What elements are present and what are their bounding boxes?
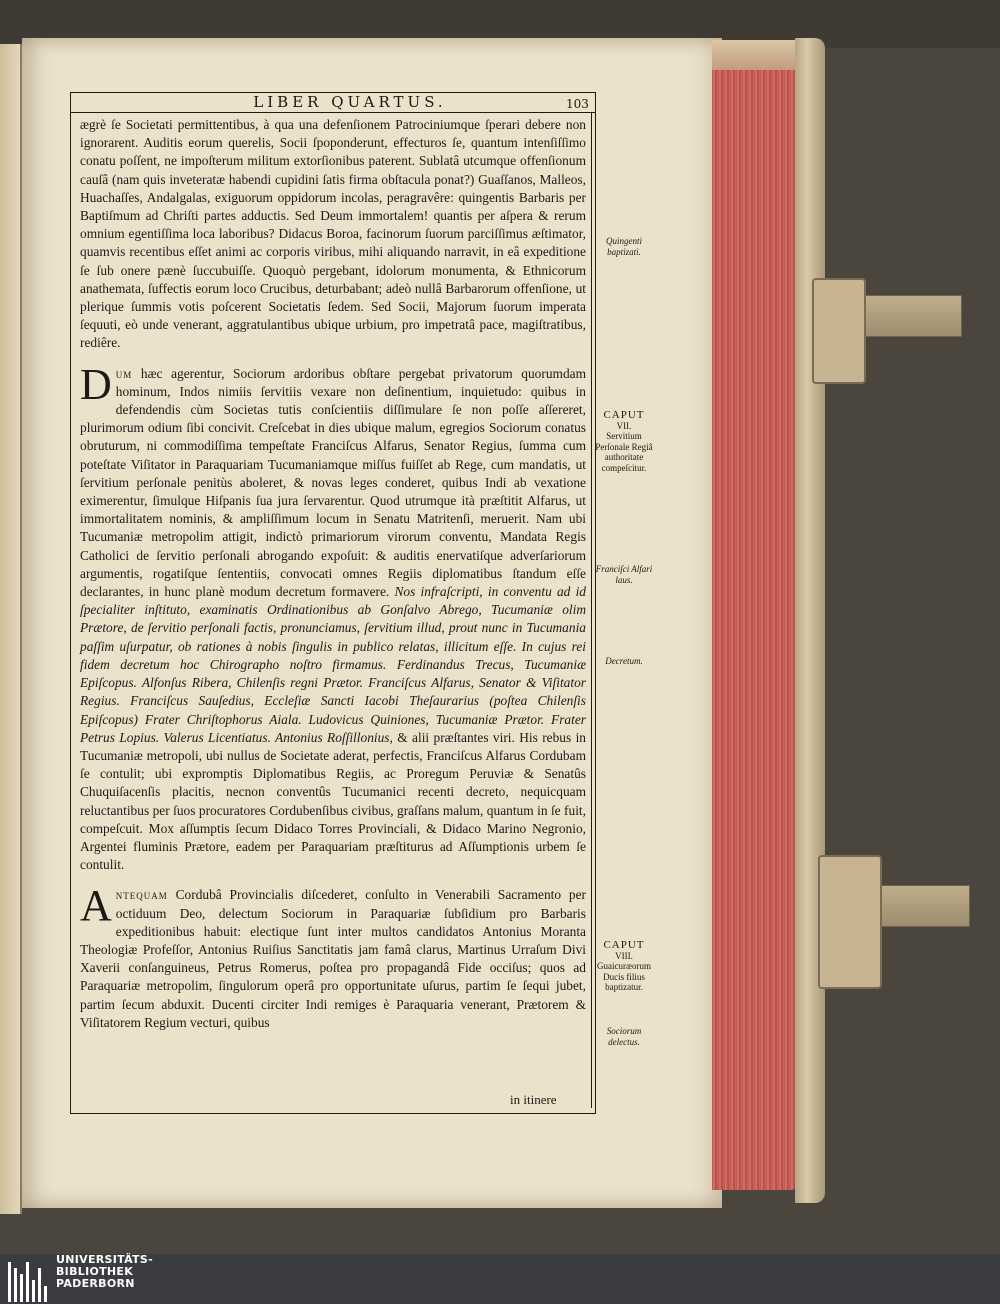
margin-note-baptizati: Quingenti baptizati. bbox=[606, 236, 642, 257]
left-page-edge bbox=[0, 44, 22, 1214]
drop-capital-d: D bbox=[80, 359, 112, 409]
page-number: 103 bbox=[566, 97, 589, 111]
caput-viii-label: CAPUT bbox=[603, 939, 645, 951]
library-name-line-1: UNIVERSITÄTS- bbox=[56, 1253, 153, 1266]
book-cover-edge bbox=[795, 38, 825, 1203]
library-name bbox=[56, 1254, 153, 1290]
caput-viii-number: VIII. bbox=[615, 950, 633, 961]
caput-vii-number: VII. bbox=[616, 420, 632, 431]
caput-vii-label: CAPUT bbox=[603, 409, 645, 421]
margin-note-sociorum-delectus: Sociorum delectus. bbox=[606, 1026, 642, 1047]
paragraph-3-opening: ntequam bbox=[115, 887, 168, 903]
page-edge-top bbox=[712, 40, 797, 70]
library-name-line-2: BIBLIOTHEK bbox=[56, 1265, 134, 1278]
paragraph-2 bbox=[80, 359, 586, 875]
lower-clasp-hinge bbox=[818, 855, 882, 989]
paragraph-3 bbox=[80, 881, 586, 1032]
caput-vii-summary: Servitium Perſonale Regiâ authoritate compeſcitur. bbox=[595, 431, 653, 473]
library-logo-icon bbox=[8, 1258, 52, 1302]
catchword: in itinere bbox=[510, 1092, 557, 1107]
paragraph-3-text: Cordubâ Provincialis diſcederet, conſulto in Venerabili Sacramento per octiduum Deo, delectum Sociorum in Paraquariæ ſubſidium pro Barbaris expeditionibus habuit: electique ſunt inter multos candidatos Antonius Moranta Theologiæ Profeſſor, Antonius Ruiſius Sanctitatis jam famâ clarus, Martinus Urraſum Divi Xaverii conſanguineus, Petrus Romerus, poſtea pro propagandâ Fide occiſus; quos ad Paraquariæ metropolim, ſingulorum operâ pro opportunitate uſurus, partim ſe ſequi jubet, partim ſecum abduxit. Ducenti circiter Indi remiges è Paraquaria venerant, Prætorem & Viſitatorem Regium vecturi, quibus bbox=[80, 887, 586, 1030]
red-page-edges bbox=[712, 40, 797, 1190]
margin-note-caput-vii bbox=[594, 410, 654, 473]
running-head: LIBER QUARTUS. bbox=[253, 93, 447, 111]
upper-clasp-hinge bbox=[812, 278, 866, 384]
paragraph-2-end: & alii præſtantes viri. His rebus in Tucumaniæ metropoli, ubi nullus de Societate aderat, perfectis, Franciſcus Alfarus Cordubam ſe contulit; ubi expromptis Diplomatibus Regiis, ac Proregum Peruviæ & Senatûs Chuquiſacenſis placitis, necnon conventûs Tucumanici recenti decreto, nequicquam reluctantibus per ſuos procuratores Cordubenſibus civibus, graſſans malum, quantum in ſe fuit, compeſcuit. Mox aſſumptis ſecum Didaco Torres Provinciali, & Didaco Marino Negronio, Argentei fluminis Prætore, eadem per Paraquariam præſtiturus ad Aſſumptionis urbem ſe contulit. bbox=[80, 729, 586, 873]
paragraph-2-opening: um bbox=[115, 365, 133, 381]
margin-rule bbox=[591, 112, 592, 1108]
paragraph-2-text: hæc agerentur, Sociorum ardoribus obſtare pergebat privatorum quorumdam hominum, Indos nimiis ſervitiis vexare non deſinentium, inquietudo: quibus in defendendis cùm Societas tutis conſcientiis diſſimulare ſe non poſſe aſſereret, plurimorum odium ſibi concivit. Creſcebat in dies ubique malum, egregios Sociorum conatus obruturum, ni commodiſſima tempeſtate Franciſcus Alfarus, Senator Regius, ſumma cum poteſtate Viſitator in Paraquariam Tucumaniamque miſſus fuiſſet ab Rege, cum mandatis, ut ſervitium perſonale penitùs aboleret, & novas leges conderet, quibus Indi ab vexatione eximerentur, ſimulque Hiſpanis ſua jura ſervarentur. Quod utrumque ità præſtitit Alfarus, ut immortalitatem nominis, & ampliſſimum locum in Senatu Matritenſi, meruerit. Nam ubi Tucumaniæ metropolim attigit, indictò primariorum virorum conventu, Mandata Regis Catholici de ſervitio perſonali abrogando expoſuit: & auditis enervatiſque adverſariorum argumentis, rogatiſque ſententiis, convocati omnes Regiis diplomatibus ſtandum eſſe declarantes, in hunc planè modum decretum formavere. bbox=[80, 365, 586, 600]
drop-capital-a: A bbox=[80, 881, 112, 931]
margin-note-decretum: Decretum. bbox=[605, 656, 643, 666]
paragraph-1: ægrè ſe Societati permittentibus, à qua una defenſionem Patrociniumque ſperari debere non ignorarent. Auditis eorum querelis, Socii ſpoponderunt, effecturos ſe, quantum intenſiſſimo conatu poſſent, ne impoſterum militum extorſionibus paterent. Sublatâ utcumque offenſionum cauſâ (nam quis inveteratæ habendi cupidini ſatis firma obſtacula ponat?) Guaſſanos, Malleos, Huachaſſes, Andalgalas, exiguorum oppidorum incolas, peragravêre: quingentis Barbaris per Baptiſmum ad Chriſti partes adductis. Sed Deum immortalem! quantis per aſpera & rerum omnium egentiſſima loca laboribus? Didacus Boroa, facinorum ſuorum parciſſimus æſtimator, quamvis recentibus eſſet animi ac corporis viribus, mihi aliquando narravit, in eâ expeditione ſe ſub onere pænè ſuccubuiſſe. Quoquò pergebant, idolorum monumenta, & Ethnicorum anathemata, ſuffectis eorum loco Crucibus, deturbabant; adeò nullâ Barbarorum offenſione, ut plerique ſummis votis poſcerent Societatis ſedem. Sed Socii, Majorum ſuorum imperata ſequuti, eò unde venerant, aggratulantibus ubique urbium, pro impetratâ pace, magiſtratibus, rediêre. bbox=[80, 117, 586, 351]
decree-text: Nos infraſcripti, in conventu ad id ſpecialiter inſtituto, examinatis Ordinationibus ab Gonſalvo Abrego, Tucumaniæ olim Prætore, de ſervitio perſonali factis, pronunciamus, ſervitium illud, prout nunc in Tucumania paſſim uſurpatur, ob rationes à nobis ſingulis in publico relatas, illicitum eſſe. In cujus rei fidem decretum hoc Chirographo noſtro firmamus. Ferdinandus Trecus, Tucumaniæ Epiſcopus. Alfonſus Ribera, Chilenſis regni Prætor. Franciſcus Alfarus, Senator & Viſitator Regius. Franciſcus Sauſedius, Eccleſiæ Sancti Iacobi Theſaurarius (poſtea Chilenſis Epiſcopus) Frater Chriſtophorus Aiala. Ludovicus Quiniones, Tucumaniæ Prætor. Frater Petrus Lopius. Valerus Licentiatus. Antonius Roſſillonius, bbox=[80, 584, 586, 745]
margin-note-caput-viii bbox=[594, 940, 654, 993]
library-name-line-3: PADERBORN bbox=[56, 1277, 135, 1290]
body-text bbox=[80, 116, 586, 1032]
margin-note-alfari-laus: Franciſci Alfari laus. bbox=[595, 564, 653, 585]
caput-viii-summary: Guaicuræorum Ducis filius baptizatur. bbox=[597, 961, 651, 992]
